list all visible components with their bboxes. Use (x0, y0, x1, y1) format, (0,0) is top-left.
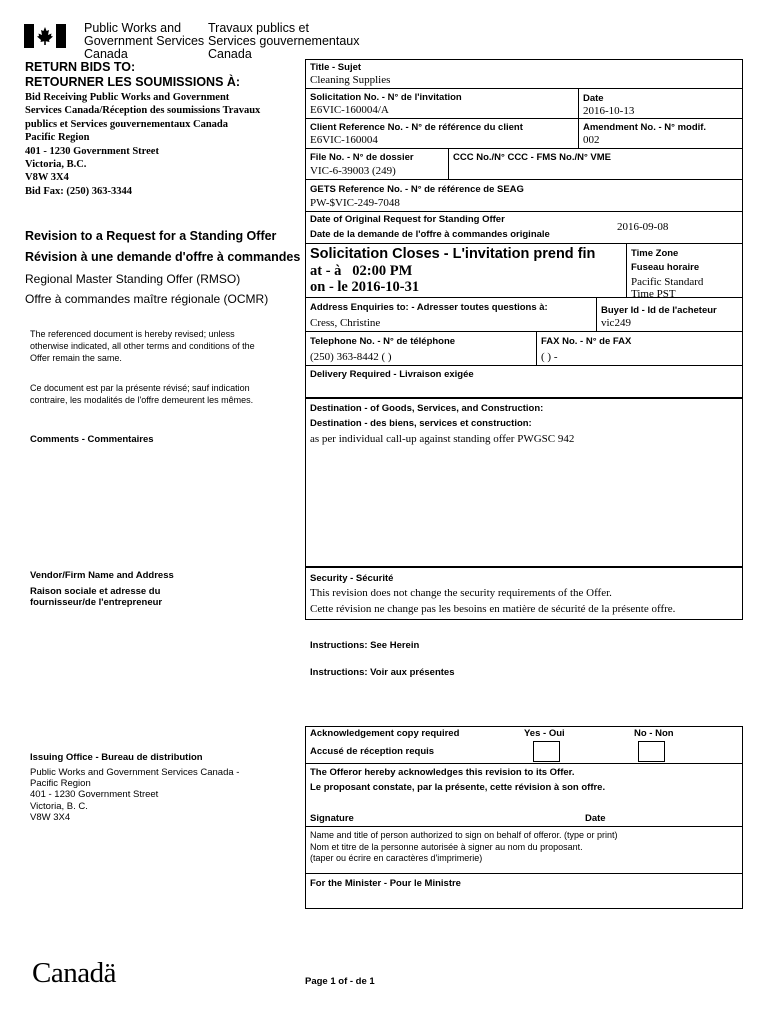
offeror-ack-fr: Le proposant constate, par la présente, cette révision à son offre. (310, 782, 606, 793)
divider (305, 88, 743, 89)
department-name-english: Public Works and Government Services Canada (84, 21, 205, 61)
return-bids-title-fr: RETOURNER LES SOUMISSIONS À: (25, 75, 241, 89)
minister-label: For the Minister - Pour le Ministre (310, 878, 461, 889)
security-text-en: This revision does not change the security requirements of the Offer. (310, 587, 612, 599)
closes-at-line (310, 263, 412, 280)
time-zone-label-en: Time Zone (631, 248, 679, 259)
delivery-label: Delivery Required - Livraison exigée (310, 369, 474, 380)
signature-label: Signature (310, 813, 354, 824)
time-zone-label-fr: Fuseau horaire (631, 262, 700, 273)
name-title-note: Name and title of person authorized to sign on behalf of offeror. (type or print) Nom et titre de la personne autorisée à signer au nom du proposant. (taper ou écrire en caractères d'imprimerie) (310, 830, 618, 863)
divider (305, 873, 743, 874)
security-label: Security - Sécurité (310, 573, 394, 584)
divider (596, 297, 597, 331)
return-bids-title-en: RETURN BIDS TO: (25, 60, 136, 74)
rmso-label: Regional Master Standing Offer (RMSO) (25, 272, 241, 286)
divider (305, 243, 743, 244)
title-value: Cleaning Supplies (310, 74, 391, 86)
buyer-id-label: Buyer Id - Id de l'acheteur (601, 305, 717, 316)
signature-date-label: Date (585, 813, 606, 824)
client-ref-label: Client Reference No. - N° de référence du client (310, 122, 523, 133)
date-label: Date (583, 93, 604, 104)
divider (448, 148, 449, 179)
original-date-value: 2016-09-08 (617, 221, 669, 233)
divider (305, 297, 743, 298)
time-zone-value: Pacific Standard Time PST (631, 276, 704, 297)
solicitation-label: Solicitation No. - N° de l'invitation (310, 92, 462, 103)
yes-label: Yes - Oui (524, 728, 565, 739)
canada-wordmark-logo: Canadä (32, 957, 116, 989)
original-date-label-fr: Date de la demande de l'offre à commandes originale (310, 229, 550, 240)
closes-at-label: at - à (310, 263, 342, 279)
original-date-label-en: Date of Original Request for Standing Offer (310, 214, 505, 225)
ack-label-en: Acknowledgement copy required (310, 728, 460, 739)
closes-on: on - le 2016-10-31 (310, 279, 420, 295)
offeror-ack-en: The Offeror hereby acknowledges this revision to its Offer. (310, 767, 575, 778)
signature-line[interactable] (305, 826, 743, 827)
revision-note-fr: Ce document est par la présente révisé; sauf indication contraire, les modalités de l'offre demeurent les mêmes. (30, 383, 254, 405)
ocmr-label: Offre à commandes maître régionale (OCMR) (25, 292, 269, 306)
date-value: 2016-10-13 (583, 105, 635, 117)
closes-time: 02:00 PM (352, 263, 413, 279)
vendor-label-en: Vendor/Firm Name and Address (30, 570, 174, 581)
revision-note-en: The referenced document is hereby revised; unless otherwise indicated, all other terms and conditions of the Offer remain the same. (30, 329, 255, 363)
issuing-office-address: Public Works and Government Services Canada - Pacific Region 401 - 1230 Government Street Victoria, B. C. V8W 3X4 (30, 767, 240, 823)
destination-value: as per individual call-up against standing offer PWGSC 942 (310, 433, 575, 445)
instructions-fr: Instructions: Voir aux présentes (310, 667, 455, 678)
title-label: Title - Sujet (310, 62, 362, 73)
divider (536, 331, 537, 365)
divider (305, 331, 743, 332)
gets-label: GETS Reference No. - N° de référence de SEAG (310, 184, 524, 195)
vendor-label-fr: Raison sociale et adresse du fournisseur/de l'entrepreneur (30, 586, 163, 608)
fax-value: ( ) - (541, 351, 558, 363)
department-name-french: Travaux publics et Services gouvernementaux Canada (208, 21, 360, 61)
ack-label-fr: Accusé de réception requis (310, 746, 435, 757)
no-label: No - Non (634, 728, 674, 739)
solicitation-closes: Solicitation Closes - L'invitation prend fin (310, 246, 596, 262)
telephone-label: Telephone No. - N° de téléphone (310, 336, 456, 347)
gets-value: PW-$VIC-249-7048 (310, 197, 400, 209)
issuing-office-label: Issuing Office - Bureau de distribution (30, 752, 203, 763)
page-number: Page 1 of - de 1 (305, 976, 375, 987)
divider (578, 88, 579, 148)
revision-title-en: Revision to a Request for a Standing Offer (25, 229, 277, 243)
divider (626, 243, 627, 297)
enquiries-value: Cress, Christine (310, 317, 381, 329)
divider (305, 211, 743, 212)
revision-title-fr: Révision à une demande d'offre à commandes (25, 250, 301, 264)
telephone-value: (250) 363-8442 ( ) (310, 351, 392, 363)
destination-label-en: Destination - of Goods, Services, and Construction: (310, 403, 544, 414)
ccc-label: CCC No./N° CCC - FMS No./N° VME (453, 152, 612, 163)
client-ref-value: E6VIC-160004 (310, 134, 378, 146)
yes-checkbox[interactable] (533, 741, 560, 762)
bid-receiving-address: Bid Receiving Public Works and Government Services Canada/Réception des soumissions Travaux publics et Services gouvernementaux Canada Pacific Region 401 - 1230 Government Street Victoria, B.C. V8W 3X4 Bid Fax: (250) 363-3344 (25, 92, 261, 197)
enquiries-label: Address Enquiries to: - Adresser toutes questions à: (310, 302, 548, 313)
comments-label: Comments - Commentaires (30, 434, 154, 445)
divider (305, 148, 743, 149)
amendment-value: 002 (583, 134, 600, 146)
divider (305, 763, 743, 764)
buyer-id-value: vic249 (601, 317, 631, 329)
canada-flag-icon (24, 24, 66, 48)
divider (305, 365, 743, 366)
destination-label-fr: Destination - des biens, services et construction: (310, 418, 532, 429)
instructions-en: Instructions: See Herein (310, 640, 420, 651)
file-label: File No. - N° de dossier (310, 152, 414, 163)
security-text-fr: Cette révision ne change pas les besoins en matière de sécurité de la présente offre. (310, 603, 676, 615)
amendment-label: Amendment No. - N° modif. (583, 122, 707, 133)
fax-label: FAX No. - N° de FAX (541, 336, 632, 347)
no-checkbox[interactable] (638, 741, 665, 762)
file-value: VIC-6-39003 (249) (310, 165, 396, 177)
solicitation-value: E6VIC-160004/A (310, 104, 389, 116)
divider (305, 118, 743, 119)
divider (305, 179, 743, 180)
